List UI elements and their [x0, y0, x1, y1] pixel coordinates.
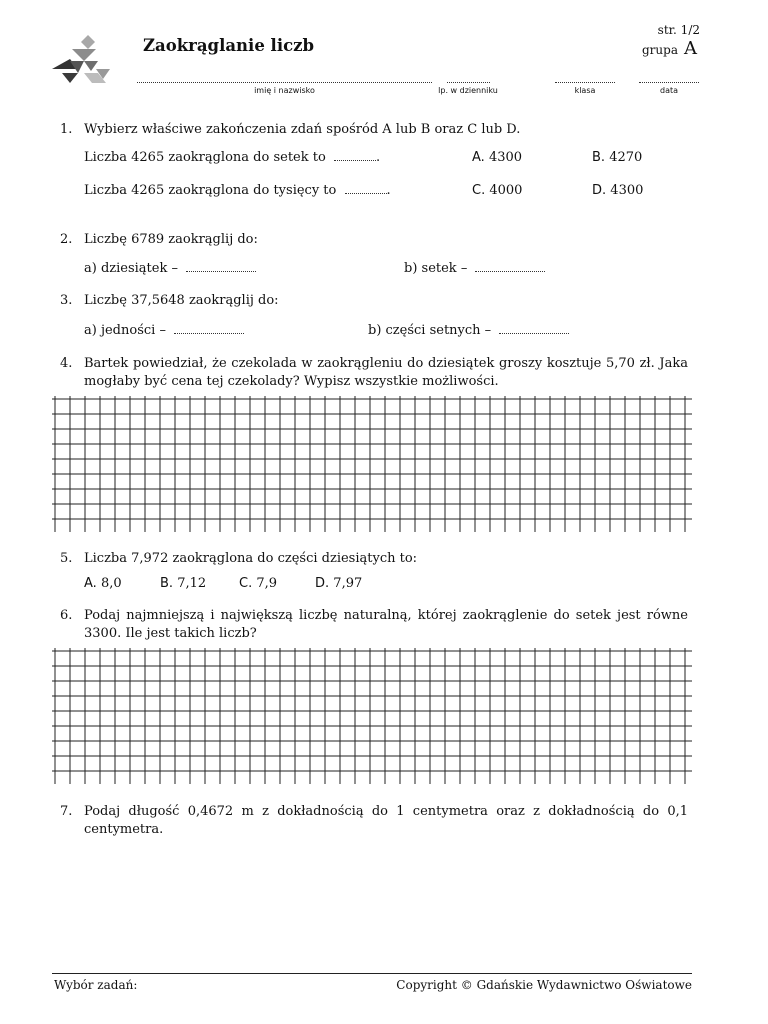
question-text: Podaj długość 0,4672 m z dokładnością do 1 centymetra oraz z dokładnością do 0,1 centymetra.	[84, 804, 688, 837]
date-label: data	[659, 86, 679, 95]
q1-option-a[interactable]	[472, 150, 522, 165]
q1-option-d[interactable]	[592, 183, 643, 198]
option-letter: A.	[84, 576, 97, 591]
option-letter: D.	[592, 183, 607, 198]
class-label: klasa	[574, 86, 596, 95]
option-letter: B.	[592, 150, 606, 165]
option-letter: C.	[239, 576, 253, 591]
question-number: 7.	[60, 804, 73, 819]
question-text: Liczbę 37,5648 zaokrąglij do:	[84, 293, 279, 308]
q3-part-a-label: a) jedności –	[84, 323, 166, 338]
option-value: 8,0	[100, 576, 122, 591]
footer-divider	[52, 973, 692, 974]
answer-blank[interactable]	[186, 262, 256, 272]
q2-part-b	[404, 261, 545, 276]
group-label: grupa	[642, 43, 678, 57]
question-number: 2.	[60, 232, 73, 247]
question-number: 3.	[60, 293, 73, 308]
option-letter: C.	[472, 183, 486, 198]
answer-blank[interactable]	[475, 262, 545, 272]
question-4	[60, 355, 700, 391]
option-letter: D.	[315, 576, 330, 591]
question-text: Liczba 7,972 zaokrąglona do części dziesiątych to:	[84, 551, 418, 566]
footer-copyright: Copyright © Gdańskie Wydawnictwo Oświatowe	[396, 978, 692, 992]
q1-option-b[interactable]	[592, 150, 642, 165]
option-value: 7,9	[256, 576, 278, 591]
name-field[interactable]	[137, 72, 432, 83]
group-letter: A	[684, 38, 697, 59]
class-field[interactable]	[555, 72, 615, 83]
q2-part-b-label: b) setek –	[404, 261, 468, 276]
option-value: 4270	[609, 150, 643, 165]
q1-sentence-1: Liczba 4265 zaokrąglona do setek to .	[84, 150, 381, 165]
option-value: 4000	[489, 183, 523, 198]
answer-blank[interactable]	[334, 151, 376, 161]
page-number: str. 1/2	[657, 23, 700, 37]
q3-part-b-label: b) części setnych –	[368, 323, 492, 338]
page-title: Zaokrąglanie liczb	[143, 36, 315, 55]
q5-option-d[interactable]	[315, 576, 362, 591]
q1-sentence-2-text: Liczba 4265 zaokrąglona do tysięcy to	[84, 183, 337, 198]
q1-sentence-2: Liczba 4265 zaokrąglona do tysięcy to .	[84, 183, 391, 198]
question-6	[60, 607, 700, 643]
q2-part-a-label: a) dziesiątek –	[84, 261, 178, 276]
q3-part-b	[368, 323, 569, 338]
question-7	[60, 803, 700, 839]
journal-number-label: lp. w dzienniku	[438, 86, 498, 95]
answer-grid-lines	[52, 648, 692, 784]
name-field-label: imię i nazwisko	[254, 86, 315, 95]
question-number: 6.	[60, 608, 73, 623]
question-text: Wybierz właściwe zakończenia zdań spośród A lub B oraz C lub D.	[84, 122, 521, 137]
question-number: 1.	[60, 122, 73, 137]
date-field[interactable]	[639, 72, 699, 83]
journal-number-field[interactable]	[447, 72, 490, 83]
question-text: Podaj najmniejszą i największą liczbę naturalną, której zaokrąglenie do setek jest równe 3300. Ile jest takich liczb?	[84, 608, 688, 641]
option-value: 7,97	[333, 576, 363, 591]
publisher-logo	[48, 33, 114, 87]
answer-grid-lines	[52, 396, 692, 532]
option-value: 4300	[610, 183, 644, 198]
answer-blank[interactable]	[174, 324, 244, 334]
answer-grid-q4[interactable]	[52, 396, 692, 532]
q1-sentence-1-text: Liczba 4265 zaokrąglona do setek to	[84, 150, 326, 165]
q1-option-c[interactable]	[472, 183, 522, 198]
question-number: 5.	[60, 551, 73, 566]
answer-blank[interactable]	[345, 184, 387, 194]
option-letter: A.	[472, 150, 485, 165]
footer-left: Wybór zadań:	[54, 978, 138, 992]
question-number: 4.	[60, 356, 73, 371]
question-text: Bartek powiedział, że czekolada w zaokrągleniu do dziesiątek groszy kosztuje 5,70 zł. Jaka mogłaby być cena tej czekolady? Wypisz wszystkie możliwości.	[84, 356, 688, 389]
option-value: 4300	[488, 150, 523, 165]
q5-option-c[interactable]	[239, 576, 277, 591]
q5-option-a[interactable]	[84, 576, 122, 591]
q2-part-a	[84, 261, 256, 276]
q5-option-b[interactable]	[160, 576, 206, 591]
answer-grid-q6[interactable]	[52, 648, 692, 784]
option-value: 7,12	[177, 576, 207, 591]
answer-blank[interactable]	[499, 324, 569, 334]
question-text: Liczbę 6789 zaokrąglij do:	[84, 232, 258, 247]
q3-part-a	[84, 323, 244, 338]
option-letter: B.	[160, 576, 174, 591]
